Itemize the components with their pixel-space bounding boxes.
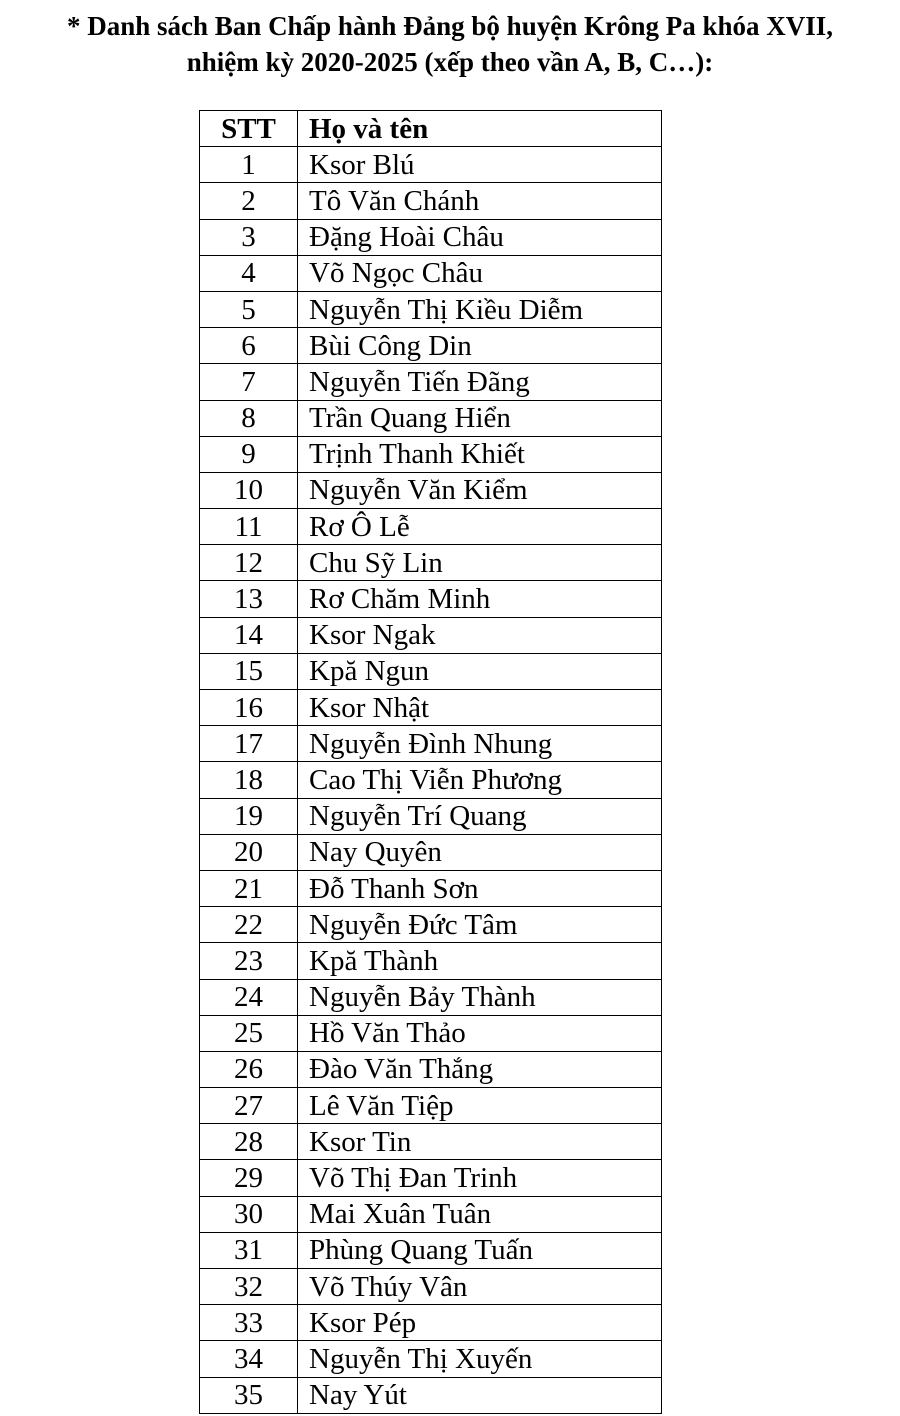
row-name: Nguyễn Đức Tâm bbox=[298, 907, 662, 943]
table-row bbox=[200, 653, 662, 689]
row-name: Nguyễn Thị Xuyến bbox=[298, 1341, 662, 1377]
row-name: Rơ Chăm Minh bbox=[298, 581, 662, 617]
row-stt: 14 bbox=[200, 617, 298, 653]
table-row bbox=[200, 1051, 662, 1087]
row-stt: 34 bbox=[200, 1341, 298, 1377]
row-name: Nay Yút bbox=[298, 1377, 662, 1413]
row-stt: 35 bbox=[200, 1377, 298, 1413]
row-name: Ksor Pép bbox=[298, 1305, 662, 1341]
row-name: Nguyễn Văn Kiểm bbox=[298, 472, 662, 508]
table-row bbox=[200, 1377, 662, 1413]
table-row bbox=[200, 545, 662, 581]
row-name: Ksor Blú bbox=[298, 147, 662, 183]
heading-line-2: nhiệm kỳ 2020-2025 (xếp theo vần A, B, C…): bbox=[186, 47, 714, 77]
table-row bbox=[200, 1341, 662, 1377]
table-row bbox=[200, 1015, 662, 1051]
table-header-row bbox=[200, 111, 662, 147]
table-row bbox=[200, 581, 662, 617]
row-name: Ksor Tin bbox=[298, 1124, 662, 1160]
row-stt: 28 bbox=[200, 1124, 298, 1160]
table-row bbox=[200, 436, 662, 472]
row-stt: 19 bbox=[200, 798, 298, 834]
table-row bbox=[200, 907, 662, 943]
row-name: Phùng Quang Tuấn bbox=[298, 1232, 662, 1268]
row-stt: 20 bbox=[200, 834, 298, 870]
row-name: Lê Văn Tiệp bbox=[298, 1088, 662, 1124]
table-row bbox=[200, 472, 662, 508]
row-name: Đặng Hoài Châu bbox=[298, 219, 662, 255]
row-stt: 7 bbox=[200, 364, 298, 400]
table-row bbox=[200, 1160, 662, 1196]
row-name: Ksor Nhật bbox=[298, 690, 662, 726]
row-stt: 32 bbox=[200, 1269, 298, 1305]
row-stt: 24 bbox=[200, 979, 298, 1015]
table-row bbox=[200, 183, 662, 219]
row-name: Nguyễn Trí Quang bbox=[298, 798, 662, 834]
row-stt: 8 bbox=[200, 400, 298, 436]
row-name: Hồ Văn Thảo bbox=[298, 1015, 662, 1051]
table-row bbox=[200, 870, 662, 906]
row-stt: 10 bbox=[200, 472, 298, 508]
row-stt: 6 bbox=[200, 328, 298, 364]
row-stt: 27 bbox=[200, 1088, 298, 1124]
row-stt: 25 bbox=[200, 1015, 298, 1051]
table-row bbox=[200, 328, 662, 364]
row-name: Võ Thúy Vân bbox=[298, 1269, 662, 1305]
row-stt: 11 bbox=[200, 509, 298, 545]
table-row bbox=[200, 798, 662, 834]
row-stt: 5 bbox=[200, 291, 298, 327]
table-row bbox=[200, 979, 662, 1015]
heading-line-1: * Danh sách Ban Chấp hành Đảng bộ huyện Krông Pa khóa XVII, bbox=[67, 11, 833, 41]
row-name: Võ Thị Đan Trinh bbox=[298, 1160, 662, 1196]
row-stt: 2 bbox=[200, 183, 298, 219]
row-name: Kpă Ngun bbox=[298, 653, 662, 689]
table-row bbox=[200, 219, 662, 255]
table-row bbox=[200, 1196, 662, 1232]
row-stt: 12 bbox=[200, 545, 298, 581]
row-stt: 22 bbox=[200, 907, 298, 943]
row-name: Trần Quang Hiển bbox=[298, 400, 662, 436]
table-row bbox=[200, 255, 662, 291]
row-stt: 31 bbox=[200, 1232, 298, 1268]
row-name: Võ Ngọc Châu bbox=[298, 255, 662, 291]
table-row bbox=[200, 1124, 662, 1160]
row-stt: 17 bbox=[200, 726, 298, 762]
row-stt: 16 bbox=[200, 690, 298, 726]
row-name: Nguyễn Đình Nhung bbox=[298, 726, 662, 762]
row-stt: 13 bbox=[200, 581, 298, 617]
row-name: Đào Văn Thắng bbox=[298, 1051, 662, 1087]
row-name: Trịnh Thanh Khiết bbox=[298, 436, 662, 472]
table-row bbox=[200, 943, 662, 979]
table-row bbox=[200, 1269, 662, 1305]
row-stt: 9 bbox=[200, 436, 298, 472]
row-name: Rơ Ô Lễ bbox=[298, 509, 662, 545]
table-row bbox=[200, 1088, 662, 1124]
row-stt: 21 bbox=[200, 870, 298, 906]
document-heading bbox=[0, 8, 900, 80]
row-name: Nguyễn Bảy Thành bbox=[298, 979, 662, 1015]
row-stt: 1 bbox=[200, 147, 298, 183]
table-row bbox=[200, 834, 662, 870]
table-row bbox=[200, 1305, 662, 1341]
row-stt: 26 bbox=[200, 1051, 298, 1087]
row-stt: 15 bbox=[200, 653, 298, 689]
table-row bbox=[200, 617, 662, 653]
row-stt: 18 bbox=[200, 762, 298, 798]
row-stt: 29 bbox=[200, 1160, 298, 1196]
row-stt: 4 bbox=[200, 255, 298, 291]
row-name: Cao Thị Viễn Phương bbox=[298, 762, 662, 798]
column-header-stt: STT bbox=[200, 111, 298, 147]
row-name: Kpă Thành bbox=[298, 943, 662, 979]
row-name: Đỗ Thanh Sơn bbox=[298, 870, 662, 906]
row-name: Nguyễn Thị Kiều Diễm bbox=[298, 291, 662, 327]
table-row bbox=[200, 1232, 662, 1268]
table-row bbox=[200, 364, 662, 400]
row-stt: 23 bbox=[200, 943, 298, 979]
table-row bbox=[200, 726, 662, 762]
table-row bbox=[200, 509, 662, 545]
row-name: Nay Quyên bbox=[298, 834, 662, 870]
row-name: Tô Văn Chánh bbox=[298, 183, 662, 219]
member-table-body bbox=[200, 147, 662, 1414]
row-name: Nguyễn Tiến Đãng bbox=[298, 364, 662, 400]
table-row bbox=[200, 400, 662, 436]
row-name: Bùi Công Din bbox=[298, 328, 662, 364]
row-name: Ksor Ngak bbox=[298, 617, 662, 653]
row-name: Mai Xuân Tuân bbox=[298, 1196, 662, 1232]
row-stt: 3 bbox=[200, 219, 298, 255]
table-row bbox=[200, 690, 662, 726]
row-stt: 30 bbox=[200, 1196, 298, 1232]
table-row bbox=[200, 291, 662, 327]
row-name: Chu Sỹ Lin bbox=[298, 545, 662, 581]
member-table bbox=[199, 110, 662, 1414]
column-header-name: Họ và tên bbox=[298, 111, 662, 147]
row-stt: 33 bbox=[200, 1305, 298, 1341]
table-row bbox=[200, 762, 662, 798]
table-row bbox=[200, 147, 662, 183]
